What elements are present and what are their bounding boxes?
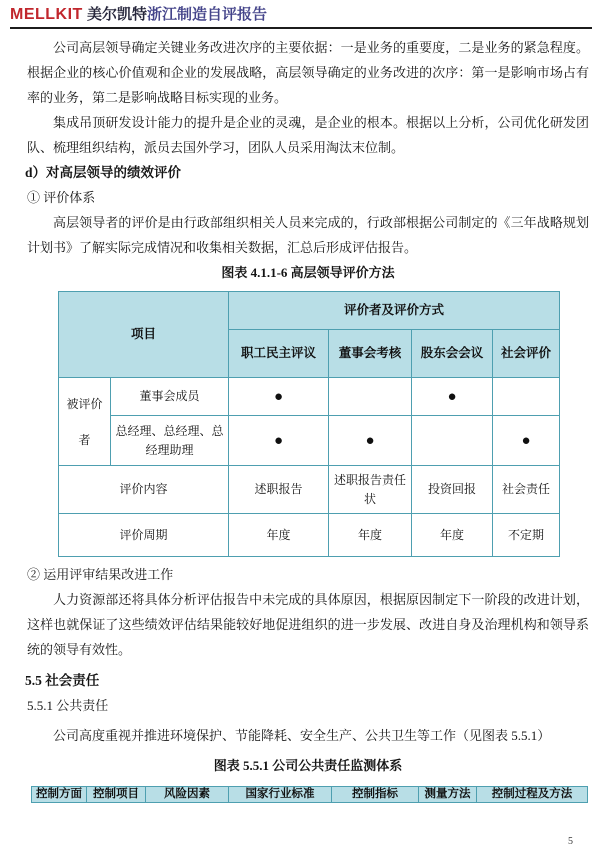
table1-mark-cell <box>412 416 493 466</box>
table1-row-group-label: 被评价者 <box>59 378 111 466</box>
page-content <box>0 35 600 803</box>
page-number: 5 <box>568 836 573 847</box>
header-rule <box>10 27 592 29</box>
report-title-text: 浙江制造自评报告 <box>147 6 268 23</box>
table2-header-cell: 测量方法 <box>419 787 477 803</box>
table2-header-cell: 控制方面 <box>32 787 87 803</box>
table1-mark-cell: ● <box>229 378 329 416</box>
table2-header-cell: 控制项目 <box>87 787 146 803</box>
table2-caption: 图表 5.5.1 公司公共责任监测体系 <box>213 758 403 773</box>
table2-header-cell: 风险因素 <box>146 787 229 803</box>
paragraph-rd-capability: 集成吊顶研发设计能力的提升是企业的灵魂，是企业的根本。根据以上分析，公司优化研发团队、梳理组织结构，派员去国外学习，团队人员采用淘汰末位制。 <box>27 115 589 155</box>
table1-cycle-row-label: 评价周期 <box>59 514 229 557</box>
table1-evaluator-col: 董事会考核 <box>329 330 412 378</box>
header-title <box>10 5 592 25</box>
table1-caption: 图表 4.1.1-6 高层领导评价方法 <box>221 265 395 280</box>
heading-55-social-responsibility: 5.5 社会责任 <box>25 673 100 688</box>
table1-cycle-cell: 年度 <box>329 514 412 557</box>
table1-content-cell: 投资回报 <box>412 466 493 514</box>
paragraph-hr-improvement: 人力资源部还将具体分析评估报告中未完成的具体原因，根据原因制定下一阶段的改进计划，这样也就保证了这些绩效评估结果能较好地促进组织的进一步发展、改进自身及治理机构和领导系统的领导有效性。 <box>27 592 589 657</box>
list-item-use-review-results: ② 运用评审结果改进工作 <box>27 567 174 582</box>
table1-content-cell: 述职报告 <box>229 466 329 514</box>
page-header <box>0 0 600 29</box>
table1-content-cell: 述职报告责任状 <box>329 466 412 514</box>
table1-mark-cell: ● <box>412 378 493 416</box>
table1-row-label: 董事会成员 <box>111 378 229 416</box>
table1-cycle-cell: 年度 <box>412 514 493 557</box>
table1-mark-cell <box>493 378 560 416</box>
list-item-evaluation-system: ① 评价体系 <box>27 190 96 205</box>
table1-row-label: 总经理、总经理、总经理助理 <box>111 416 229 466</box>
table1-group-header: 评价者及评价方式 <box>229 292 560 330</box>
table2-header-cell: 控制过程及方法 <box>477 787 588 803</box>
table1-evaluator-col: 社会评价 <box>493 330 560 378</box>
table1-mark-cell: ● <box>229 416 329 466</box>
table1-evaluator-col: 股东会会议 <box>412 330 493 378</box>
table1-cycle-cell: 不定期 <box>493 514 560 557</box>
paragraph-improvement-basis: 公司高层领导确定关键业务改进次序的主要依据：一是业务的重要度，二是业务的紧急程度。根据企业的核心价值观和企业的发展战略，高层领导确定的业务改进的次序：第一是影响市场占有率的业务，第二是影响战略目标实现的业务。 <box>27 40 589 105</box>
table1-mark-cell: ● <box>329 416 412 466</box>
heading-551-public-responsibility: 5.5.1 公共责任 <box>27 698 109 713</box>
company-logo-text: MELLKIT <box>10 6 83 23</box>
leadership-evaluation-table <box>58 291 560 557</box>
table1-cycle-cell: 年度 <box>229 514 329 557</box>
paragraph-evaluation-process: 高层领导者的评价是由行政部组织相关人员来完成的，行政部根据公司制定的《三年战略规划计划书》了解实际完成情况和收集相关数据，汇总后形成评估报告。 <box>27 215 589 255</box>
table1-mark-cell <box>329 378 412 416</box>
table2-header-cell: 国家行业标准 <box>229 787 332 803</box>
table1-content-row-label: 评价内容 <box>59 466 229 514</box>
table1-mark-cell: ● <box>493 416 560 466</box>
company-brand-text: 美尔凯特 <box>87 6 148 23</box>
table1-corner-cell: 项目 <box>59 292 229 378</box>
paragraph-public-work: 公司高度重视并推进环境保护、节能降耗、安全生产、公共卫生等工作（见图表 5.5.1） <box>53 728 551 743</box>
table2-header-cell: 控制指标 <box>332 787 419 803</box>
public-responsibility-table <box>31 786 588 803</box>
heading-d-leadership-evaluation: d）对高层领导的绩效评价 <box>25 165 182 180</box>
table1-content-cell: 社会责任 <box>493 466 560 514</box>
table1-evaluator-col: 职工民主评议 <box>229 330 329 378</box>
